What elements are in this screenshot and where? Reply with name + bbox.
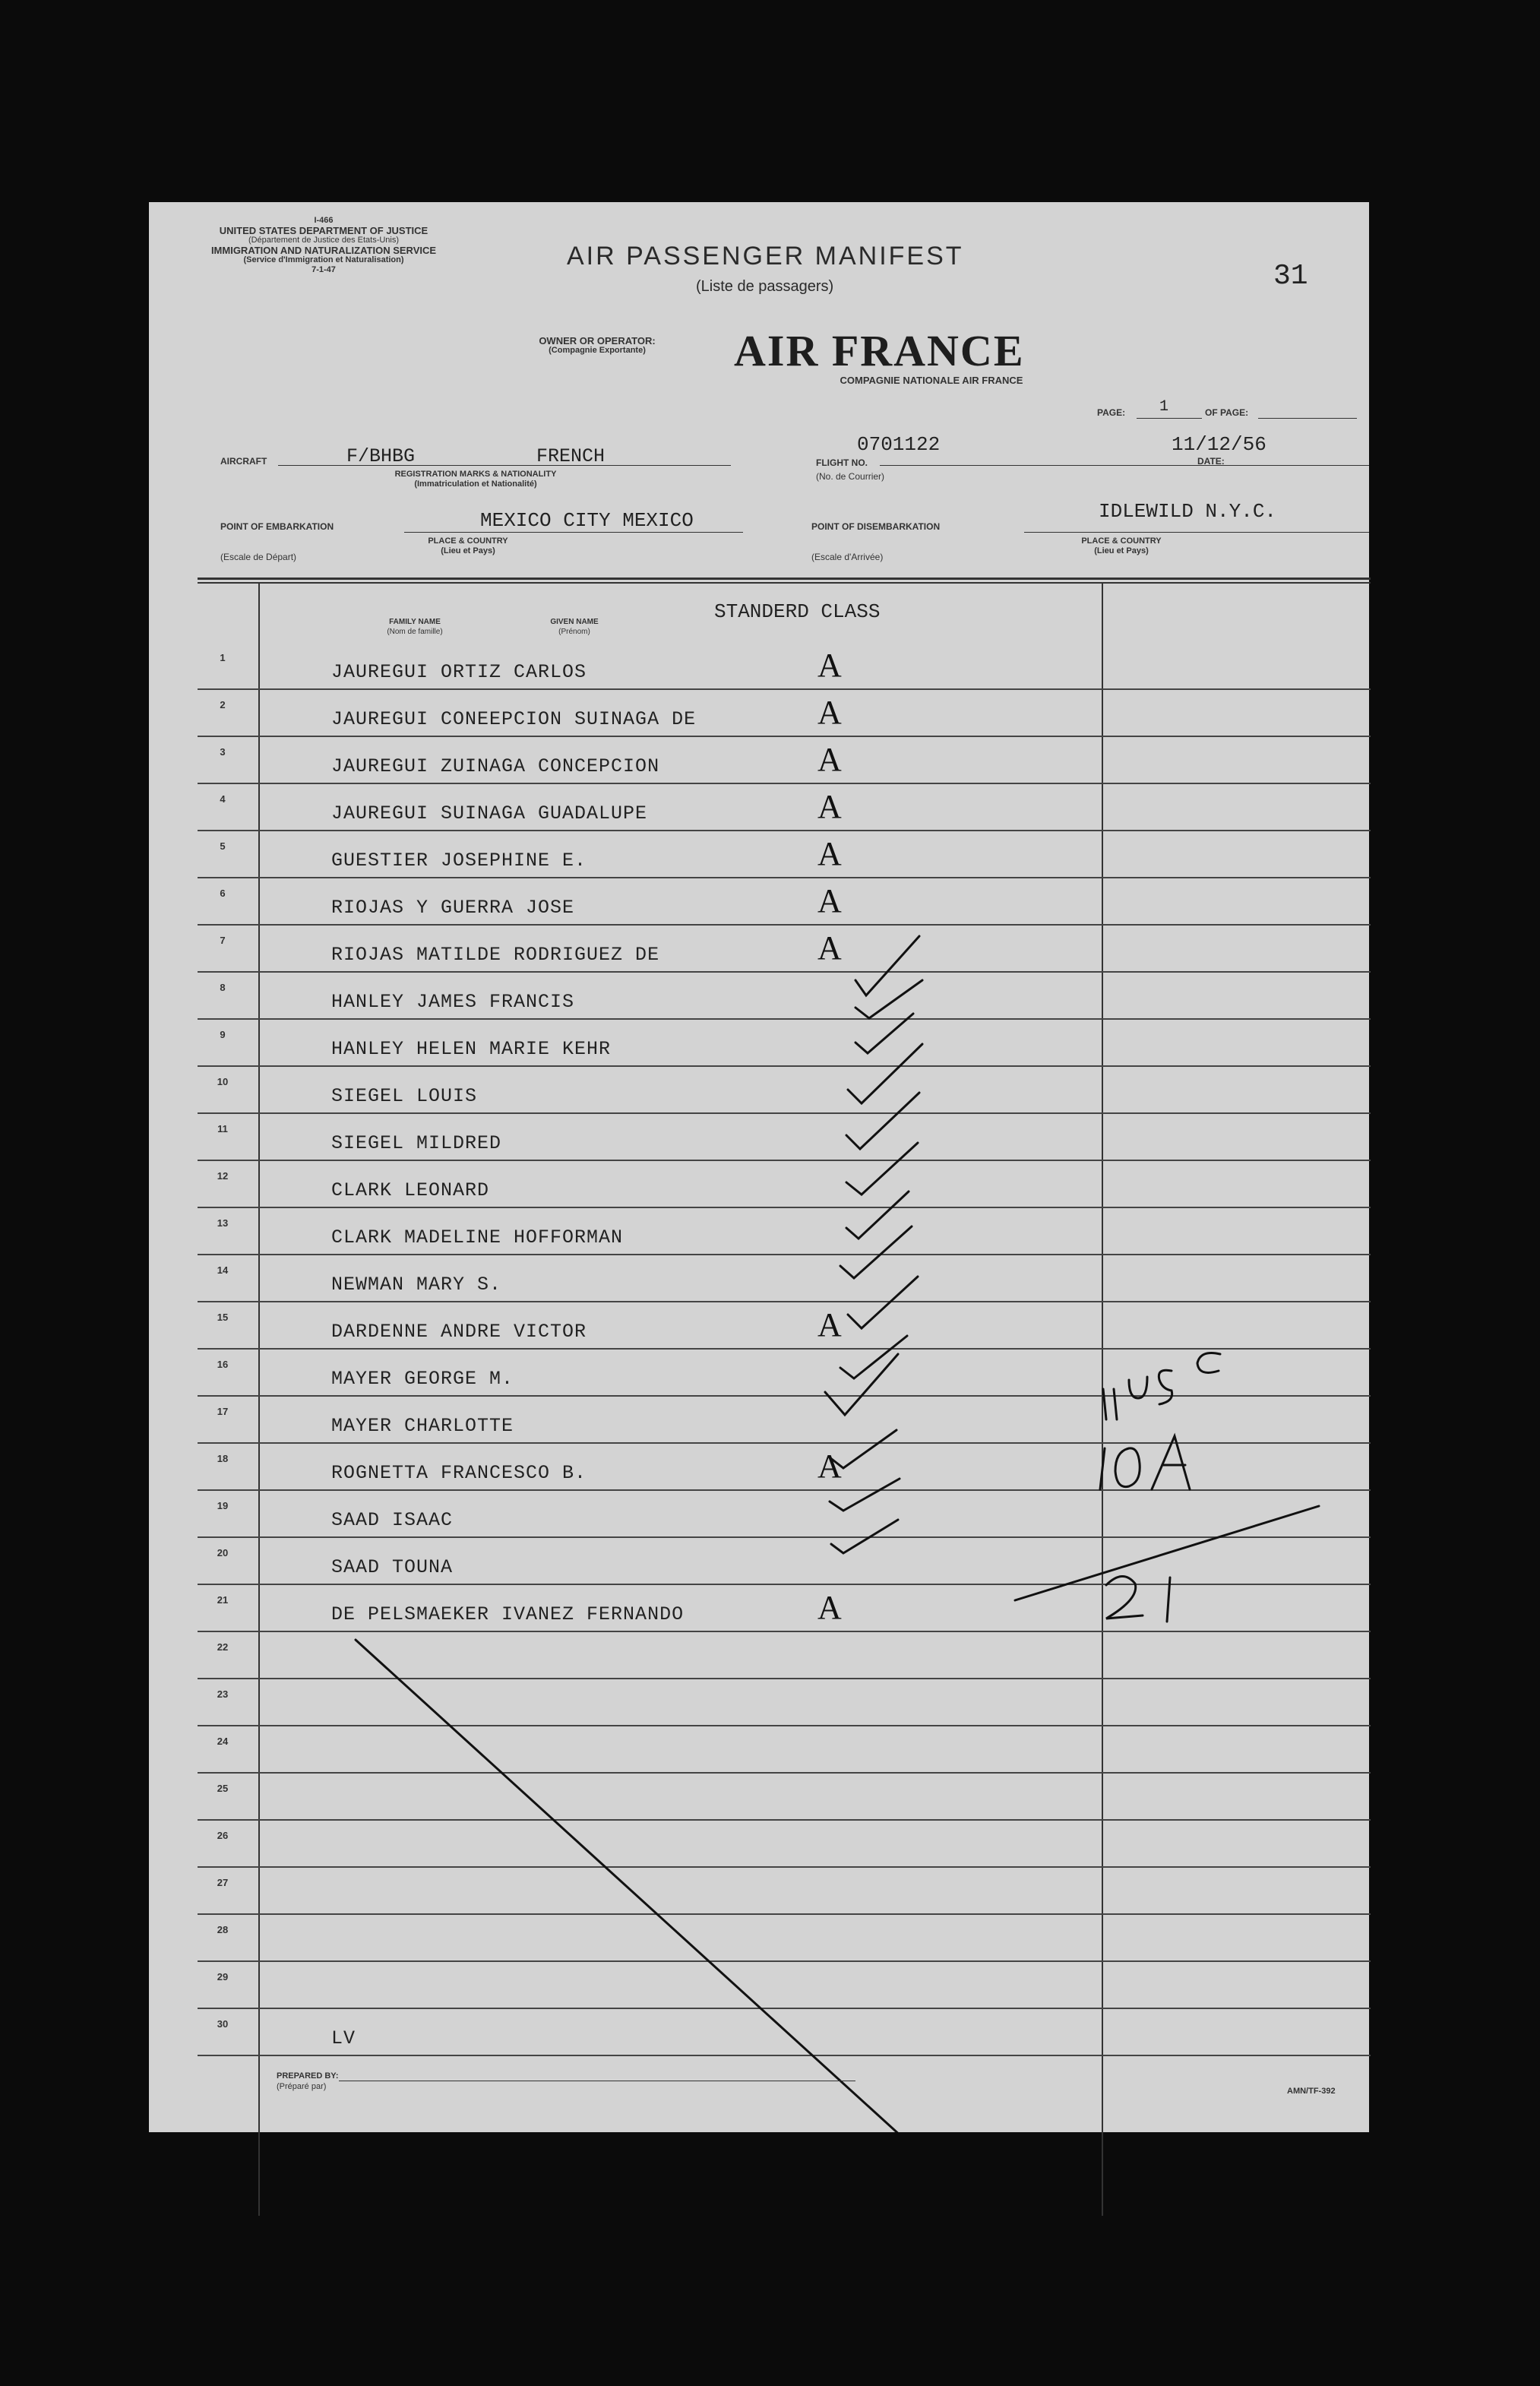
sheet-number: 31 <box>1273 260 1308 293</box>
passenger-name: CLARK MADELINE HOFFORMAN <box>331 1226 624 1248</box>
passenger-name: RIOJAS Y GUERRA JOSE <box>331 897 575 919</box>
passenger-name: SIEGEL LOUIS <box>331 1085 478 1107</box>
row-number: 21 <box>217 1594 229 1606</box>
passenger-name: LV <box>331 2027 356 2049</box>
row-number: 16 <box>217 1359 229 1370</box>
class-mark: A <box>817 694 842 731</box>
class-mark: A <box>817 1306 842 1343</box>
row-number: 23 <box>217 1688 229 1700</box>
flight-number: 0701122 <box>857 433 941 456</box>
row-number: 22 <box>217 1641 229 1653</box>
disembarkation-label-fr: (Escale d'Arrivée) <box>811 552 884 562</box>
passenger-name: GUESTIER JOSEPHINE E. <box>331 850 587 872</box>
service-name-fr: (Service d'Immigration et Naturalisation) <box>243 255 404 264</box>
row-number: 17 <box>217 1406 229 1417</box>
row-number: 29 <box>217 1971 229 1983</box>
of-page-label: OF PAGE: <box>1205 407 1249 418</box>
row-number: 9 <box>220 1029 226 1040</box>
aircraft-nationality: FRENCH <box>536 445 606 467</box>
service-name: IMMIGRATION AND NATURALIZATION SERVICE <box>210 245 437 256</box>
passenger-name: SAAD TOUNA <box>331 1556 454 1578</box>
passenger-name: JAUREGUI SUINAGA GUADALUPE <box>331 802 648 824</box>
class-mark: A <box>817 788 842 825</box>
passenger-name: SAAD ISAAC <box>331 1509 454 1531</box>
row-number: 8 <box>220 982 226 993</box>
row-number: 7 <box>220 935 226 946</box>
handwritten-check-marks <box>149 202 1369 2132</box>
manifest-sheet <box>149 202 1369 2132</box>
passenger-name: DARDENNE ANDRE VICTOR <box>331 1321 587 1343</box>
passenger-name: JAUREGUI ZUINAGA CONCEPCION <box>331 755 660 777</box>
registration-label: REGISTRATION MARKS & NATIONALITY <box>394 470 557 479</box>
registration-label-fr: (Immatriculation et Nationalité) <box>414 479 537 489</box>
manifest-title-fr: (Liste de passagers) <box>696 278 834 295</box>
row-number: 14 <box>217 1264 229 1276</box>
row-number: 13 <box>217 1217 229 1229</box>
place-label-2: PLACE & COUNTRY <box>1081 536 1162 546</box>
family-name-label: FAMILY NAME <box>389 618 441 626</box>
row-number: 19 <box>217 1500 229 1511</box>
row-number: 20 <box>217 1547 229 1558</box>
passenger-name: HANLEY HELEN MARIE KEHR <box>331 1038 612 1060</box>
passenger-name: SIEGEL MILDRED <box>331 1132 502 1154</box>
row-number: 5 <box>220 840 226 852</box>
flight-date: 11/12/56 <box>1172 433 1266 456</box>
aircraft-label: AIRCRAFT <box>220 456 267 467</box>
passenger-name: HANLEY JAMES FRANCIS <box>331 991 575 1013</box>
row-number: 24 <box>217 1736 229 1747</box>
class-header: STANDERD CLASS <box>714 600 881 623</box>
department-name-fr: (Département de Justice des Etats-Unis) <box>248 236 400 245</box>
prepared-by-label: PREPARED BY: <box>277 2071 339 2081</box>
class-mark: A <box>817 1448 842 1485</box>
row-number: 28 <box>217 1924 229 1935</box>
given-name-label: GIVEN NAME <box>550 618 599 626</box>
row-number: 27 <box>217 1877 229 1888</box>
passenger-name: RIOJAS MATILDE RODRIGUEZ DE <box>331 944 660 966</box>
owner-label: OWNER OR OPERATOR: <box>539 335 656 347</box>
passenger-name: MAYER CHARLOTTE <box>331 1415 514 1437</box>
owner-label-fr: (Compagnie Exportante) <box>549 346 646 355</box>
aircraft-registration: F/BHBG <box>346 445 416 467</box>
passenger-name: DE PELSMAEKER IVANEZ FERNANDO <box>331 1603 685 1625</box>
embarkation-label-fr: (Escale de Départ) <box>220 552 297 562</box>
row-number: 15 <box>217 1312 229 1323</box>
form-code: AMN/TF-392 <box>1287 2087 1336 2096</box>
flight-no-label: FLIGHT NO. <box>816 457 868 468</box>
row-number: 4 <box>220 793 226 805</box>
row-number: 1 <box>220 652 226 663</box>
page-label: PAGE: <box>1097 407 1126 418</box>
row-number: 11 <box>217 1123 228 1134</box>
class-mark: A <box>817 929 842 967</box>
row-number: 12 <box>217 1170 229 1182</box>
row-number: 6 <box>220 888 226 899</box>
embarkation-place: MEXICO CITY MEXICO <box>480 509 694 532</box>
passenger-name: NEWMAN MARY S. <box>331 1274 502 1296</box>
form-date: 7-1-47 <box>311 265 336 274</box>
given-name-label-fr: (Prénom) <box>558 628 590 636</box>
passenger-name: MAYER GEORGE M. <box>331 1368 514 1390</box>
row-number: 25 <box>217 1783 229 1794</box>
passenger-name: ROGNETTA FRANCESCO B. <box>331 1462 587 1484</box>
row-number: 30 <box>217 2018 229 2030</box>
passenger-name: CLARK LEONARD <box>331 1179 490 1201</box>
class-mark: A <box>817 647 842 684</box>
operator-name: AIR FRANCE <box>734 326 1025 375</box>
prepared-by-label-fr: (Préparé par) <box>277 2082 327 2091</box>
class-mark: A <box>817 882 842 919</box>
passenger-name: JAUREGUI CONEEPCION SUINAGA DE <box>331 708 697 730</box>
passenger-name: JAUREGUI ORTIZ CARLOS <box>331 661 587 683</box>
class-mark: A <box>817 835 842 872</box>
row-number: 26 <box>217 1830 229 1841</box>
department-name: UNITED STATES DEPARTMENT OF JUSTICE <box>219 225 428 236</box>
embarkation-label: POINT OF EMBARKATION <box>220 521 334 532</box>
form-number: I-466 <box>314 216 334 225</box>
place-label-fr: (Lieu et Pays) <box>441 546 495 555</box>
class-mark: A <box>817 741 842 778</box>
manifest-title: AIR PASSENGER MANIFEST <box>567 242 964 271</box>
operator-subtitle: COMPAGNIE NATIONALE AIR FRANCE <box>840 375 1023 386</box>
flight-no-label-fr: (No. de Courrier) <box>816 471 885 482</box>
row-number: 10 <box>217 1076 229 1087</box>
row-number: 2 <box>220 699 226 710</box>
family-name-label-fr: (Nom de famille) <box>387 628 443 636</box>
disembarkation-place: IDLEWILD N.Y.C. <box>1099 500 1277 523</box>
place-label: PLACE & COUNTRY <box>428 536 508 546</box>
disembarkation-label: POINT OF DISEMBARKATION <box>811 521 941 532</box>
row-number: 18 <box>217 1453 229 1464</box>
class-mark: A <box>817 1589 842 1626</box>
row-number: 3 <box>220 746 226 758</box>
date-label: DATE: <box>1197 456 1225 467</box>
page-value: 1 <box>1159 398 1169 416</box>
place-label-2-fr: (Lieu et Pays) <box>1094 546 1149 555</box>
